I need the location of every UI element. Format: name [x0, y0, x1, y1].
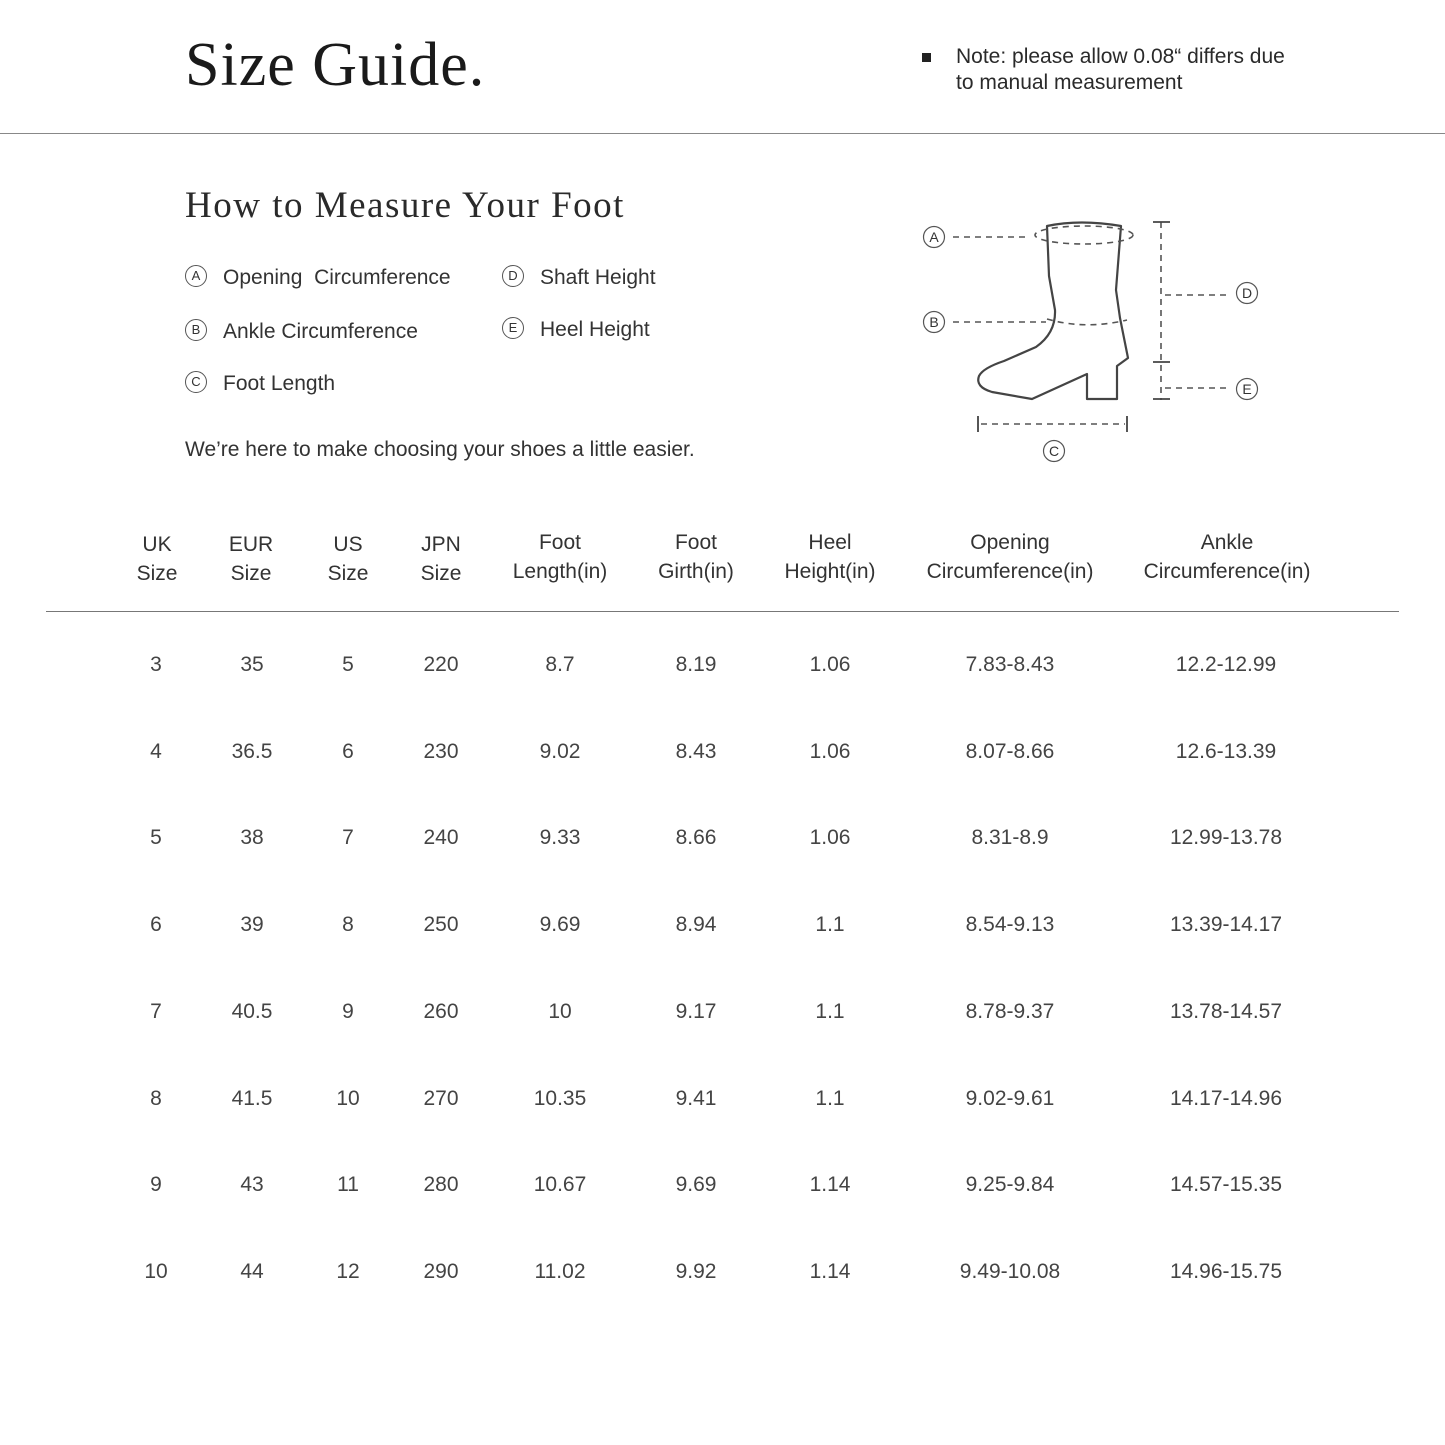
table-cell: 1.1: [815, 1086, 845, 1110]
table-cell: 260: [423, 999, 459, 1023]
legend-label-b: Ankle Circumference: [223, 320, 418, 343]
table-cell: 8.43: [675, 739, 717, 763]
diagram-label-c: C: [1048, 443, 1060, 459]
table-cell: 250: [423, 913, 459, 937]
table-cell: 7.83-8.43: [965, 653, 1055, 676]
table-cell: 9: [150, 1173, 162, 1197]
table-row: [0, 826, 1445, 856]
table-row: [0, 1173, 1445, 1203]
table-cell: 1.1: [815, 999, 845, 1023]
table-cell: 230: [423, 739, 459, 763]
table-row: [0, 653, 1445, 683]
table-row: [0, 1087, 1445, 1117]
col-header-opening-circumference: Opening Circumference(in): [926, 531, 1094, 583]
table-cell: 9.92: [675, 1259, 717, 1283]
table-cell: 220: [423, 653, 459, 676]
circle-letter-e-icon: E: [502, 317, 524, 339]
table-cell: 6: [342, 739, 354, 763]
col-header-uk: UK Size: [136, 533, 178, 585]
note-text: Note: please allow 0.08“ differs due to manual measurement: [956, 45, 1285, 94]
table-cell: 12.2-12.99: [1175, 653, 1277, 676]
legend-label-c: Foot Length: [223, 372, 336, 395]
table-cell: 5: [342, 653, 354, 676]
table-cell: 38: [240, 826, 264, 850]
diagram-label-a: A: [929, 229, 939, 245]
table-cell: 5: [150, 826, 162, 850]
table-cell: 8.31-8.9: [971, 826, 1049, 850]
table-cell: 10.35: [533, 1086, 587, 1110]
legend-label-a: Opening Circumference: [223, 266, 451, 289]
table-cell: 12: [336, 1259, 360, 1283]
table-cell: 8: [150, 1086, 162, 1110]
table-cell: 11.02: [534, 1259, 586, 1283]
page-title: Size Guide.: [185, 31, 486, 99]
col-header-ankle-circumference: Ankle Circumference(in): [1143, 531, 1311, 583]
col-header-jpn: JPN Size: [420, 533, 462, 585]
col-header-foot-girth: Foot Girth(in): [658, 531, 734, 583]
table-cell: 9: [342, 999, 354, 1023]
measure-guides: [953, 222, 1228, 424]
table-cell: 8.78-9.37: [965, 999, 1055, 1023]
table-cell: 270: [423, 1086, 459, 1110]
table-cell: 36.5: [231, 739, 273, 763]
table-cell: 1.06: [809, 739, 851, 763]
table-cell: 10: [144, 1259, 168, 1283]
legend-item-d: [502, 265, 656, 291]
table-cell: 4: [150, 739, 162, 763]
table-cell: 35: [240, 653, 264, 676]
table-cell: 1.06: [809, 826, 851, 850]
measure-heading: How to Measure Your Foot: [185, 185, 625, 226]
table-cell: 43: [240, 1173, 264, 1197]
table-cell: 8.19: [675, 653, 717, 676]
table-cell: 41.5: [231, 1086, 273, 1110]
table-cell: 290: [423, 1259, 459, 1283]
table-cell: 44: [240, 1259, 264, 1283]
table-cell: 40.5: [231, 999, 273, 1023]
table-cell: 11: [337, 1173, 359, 1197]
col-header-us: US Size: [327, 533, 369, 585]
table-cell: 7: [150, 999, 162, 1023]
table-cell: 8.07-8.66: [965, 739, 1055, 763]
circle-letter-c-icon: C: [185, 371, 207, 393]
table-cell: 3: [150, 653, 162, 676]
diagram-label-b: B: [929, 314, 939, 330]
table-cell: 12.6-13.39: [1175, 739, 1277, 763]
legend-item-a: [185, 265, 451, 291]
table-cell: 10: [336, 1086, 360, 1110]
diagram-label-d: D: [1241, 285, 1253, 301]
table-divider: [46, 611, 1399, 612]
table-cell: 1.1: [815, 913, 845, 937]
col-header-heel-height: Heel Height(in): [784, 531, 876, 583]
table-cell: 240: [423, 826, 459, 850]
col-header-eur: EUR Size: [228, 533, 274, 585]
col-header-foot-length: Foot Length(in): [512, 531, 608, 583]
table-cell: 8.94: [675, 913, 717, 937]
table-cell: 8.54-9.13: [965, 913, 1055, 937]
table-cell: 10.67: [533, 1173, 587, 1197]
table-row: [0, 913, 1445, 943]
legend-item-c: [185, 371, 335, 397]
table-cell: 10: [548, 999, 572, 1023]
table-cell: 39: [240, 913, 264, 937]
measurement-note: [922, 44, 1286, 96]
legend-label-e: Heel Height: [540, 318, 650, 341]
table-cell: 9.33: [539, 826, 581, 850]
table-cell: 1.14: [809, 1259, 851, 1283]
table-cell: 14.96-15.75: [1169, 1259, 1283, 1283]
table-cell: 9.02: [539, 739, 581, 763]
circle-letter-a-icon: A: [185, 265, 207, 287]
table-cell: 1.14: [809, 1173, 851, 1197]
table-cell: 8.66: [675, 826, 717, 850]
table-cell: 8: [342, 913, 354, 937]
table-cell: 12.99-13.78: [1169, 826, 1283, 850]
ankle-curve: [1047, 319, 1127, 325]
table-cell: 14.57-15.35: [1169, 1173, 1283, 1197]
table-cell: 9.25-9.84: [965, 1173, 1055, 1197]
legend-item-b: [185, 319, 418, 345]
legend-label-d: Shaft Height: [540, 266, 656, 289]
table-cell: 9.69: [675, 1173, 717, 1197]
table-cell: 9.69: [539, 913, 581, 937]
table-cell: 13.78-14.57: [1169, 999, 1283, 1023]
square-bullet-icon: [922, 53, 931, 62]
table-cell: 1.06: [809, 653, 851, 676]
table-row: [0, 1000, 1445, 1030]
header-divider: [0, 133, 1445, 134]
table-cell: 8.7: [545, 653, 575, 676]
circle-letter-d-icon: D: [502, 265, 524, 287]
table-cell: 9.41: [675, 1086, 717, 1110]
circle-letter-b-icon: B: [185, 319, 207, 341]
table-cell: 280: [423, 1173, 459, 1197]
table-cell: 9.49-10.08: [959, 1259, 1061, 1283]
diagram-label-e: E: [1242, 381, 1252, 397]
table-cell: 9.02-9.61: [965, 1086, 1055, 1110]
boot-measurement-diagram: [915, 212, 1275, 472]
legend-item-e: [502, 317, 650, 343]
table-cell: 9.17: [675, 999, 717, 1023]
table-cell: 7: [342, 826, 354, 850]
tagline: We’re here to make choosing your shoes a little easier.: [185, 438, 695, 461]
guide-ticks: [978, 222, 1170, 432]
opening-ellipse: [1035, 226, 1133, 244]
table-cell: 13.39-14.17: [1169, 913, 1283, 937]
table-cell: 14.17-14.96: [1169, 1086, 1283, 1110]
table-row: [0, 740, 1445, 770]
table-cell: 6: [150, 913, 162, 937]
boot-outline-icon: [978, 223, 1128, 400]
table-row: [0, 1260, 1445, 1290]
